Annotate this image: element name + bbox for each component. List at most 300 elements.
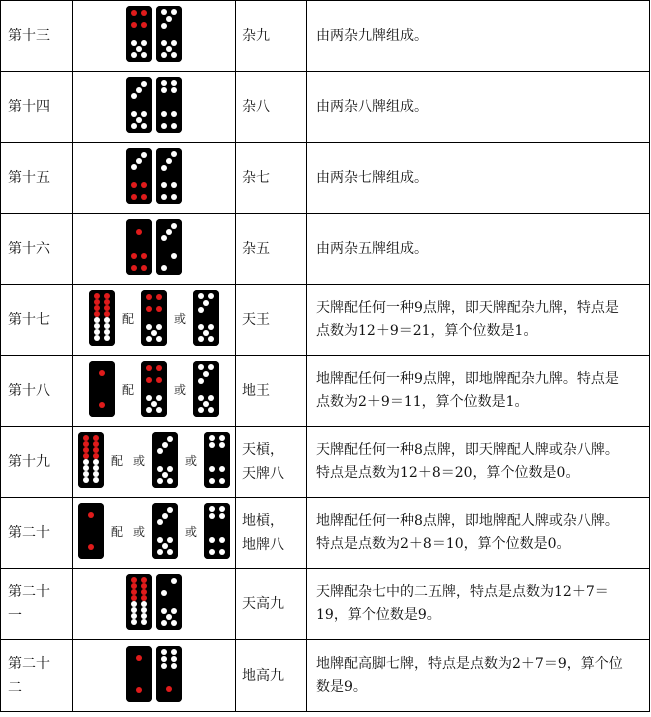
domino-tile-svg	[156, 77, 182, 133]
white-pip	[157, 537, 163, 543]
white-pip	[209, 478, 215, 484]
white-pip	[94, 335, 100, 341]
white-pip	[161, 649, 167, 655]
table-row	[1, 569, 650, 640]
pairing-label: 或	[185, 453, 198, 468]
white-pip	[131, 111, 137, 117]
description-cell-line: 特点是点数为12＋8＝20，算个位数是0。	[316, 465, 580, 481]
white-pip	[136, 46, 142, 52]
rank-cell-line: 第十六	[8, 241, 50, 257]
domino-tile	[156, 77, 182, 133]
white-pip	[161, 182, 167, 188]
description-cell	[307, 143, 650, 214]
domino-tile-svg	[126, 77, 152, 133]
white-pip	[161, 111, 167, 117]
white-pip	[171, 194, 177, 200]
description-cell	[307, 427, 650, 498]
table-row	[1, 640, 650, 712]
tile-face	[126, 148, 152, 204]
tile-group	[126, 6, 182, 62]
rank-cell	[1, 640, 73, 712]
white-pip	[171, 649, 177, 655]
red-pip	[136, 687, 142, 693]
tiles-cell	[73, 143, 236, 214]
rank-cell-line: 第十五	[8, 170, 50, 186]
domino-tile-svg	[193, 290, 219, 346]
white-pip	[161, 9, 167, 15]
domino-tile	[156, 148, 182, 204]
name-cell	[236, 72, 307, 143]
description-cell-line: 地牌配高脚七牌，特点是点数为2＋7＝9，算个位	[316, 655, 623, 672]
white-pip	[146, 395, 152, 401]
white-pip	[219, 466, 225, 472]
table-row	[1, 498, 650, 569]
tiles-cell	[73, 1, 236, 72]
white-pip	[83, 459, 89, 465]
white-pip	[136, 117, 142, 123]
white-pip	[203, 371, 209, 377]
name-cell-line: 天槓，	[242, 442, 284, 458]
tile-group	[126, 574, 182, 630]
white-pip	[171, 40, 177, 46]
white-pip	[219, 513, 225, 519]
rank-cell	[1, 143, 73, 214]
red-pip	[156, 377, 162, 383]
domino-tile	[152, 432, 178, 488]
white-pip	[208, 395, 214, 401]
rank-cell-line: 第二十	[8, 584, 50, 600]
red-pip	[146, 306, 152, 312]
name-cell-line: 天王	[242, 312, 270, 328]
rank-cell-line: 第十九	[8, 454, 50, 470]
description-cell	[307, 214, 650, 285]
white-pip	[198, 324, 204, 330]
domino-tile	[78, 503, 104, 559]
white-pip	[161, 663, 167, 669]
white-pip	[141, 52, 147, 58]
pairing-label: 或	[132, 524, 145, 539]
description-cell-line: 地牌配任何一种9点牌，即地牌配杂九牌。特点是	[316, 371, 619, 387]
domino-tile-svg	[141, 361, 167, 417]
white-pip	[198, 293, 204, 299]
red-pip	[141, 10, 147, 16]
red-pip	[88, 544, 94, 550]
rank-cell-line: 一	[8, 608, 22, 624]
name-cell-line: 天牌八	[242, 466, 284, 482]
domino-tile-svg	[126, 148, 152, 204]
domino-tile-svg	[78, 503, 104, 559]
white-pip	[171, 111, 177, 117]
white-pip	[161, 123, 167, 129]
tile-group	[126, 77, 182, 133]
description-cell-line: 点数为2＋9＝11，算个位数是1。	[316, 394, 529, 410]
red-pip	[141, 194, 147, 200]
description-cell-line: 由两杂八牌组成。	[316, 98, 428, 115]
white-pip	[157, 478, 163, 484]
red-pip	[141, 265, 147, 271]
white-pip	[83, 471, 89, 477]
white-pip	[161, 80, 167, 86]
table-row	[1, 143, 650, 214]
domino-tile-svg	[156, 148, 182, 204]
white-pip	[104, 323, 110, 329]
white-pip	[136, 87, 142, 93]
name-cell	[236, 285, 307, 356]
name-cell-line: 地牌八	[242, 537, 284, 553]
table-row	[1, 285, 650, 356]
name-cell	[236, 569, 307, 640]
white-pip	[94, 317, 100, 323]
white-pip	[171, 253, 177, 259]
domino-tile	[89, 361, 115, 417]
domino-tile	[141, 290, 167, 346]
description-cell	[307, 72, 650, 143]
white-pip	[161, 40, 167, 46]
red-pip	[141, 253, 147, 259]
red-pip	[156, 306, 162, 312]
white-pip	[161, 235, 167, 241]
white-pip	[161, 87, 167, 93]
red-pip	[131, 265, 137, 271]
red-pip	[104, 305, 110, 311]
domino-tile	[156, 646, 182, 702]
white-pip	[166, 614, 172, 620]
domino-tile-svg	[156, 6, 182, 62]
white-pip	[167, 478, 173, 484]
tiles-cell	[73, 214, 236, 285]
tile-face	[126, 6, 152, 62]
red-pip	[93, 447, 99, 453]
white-pip	[156, 395, 162, 401]
red-pip	[93, 435, 99, 441]
domino-tile	[126, 574, 152, 630]
red-pip	[94, 299, 100, 305]
white-pip	[171, 656, 177, 662]
domino-tile-svg	[126, 646, 152, 702]
white-pip	[151, 330, 157, 336]
tile-face	[156, 219, 182, 275]
red-pip	[141, 22, 147, 28]
rank-cell	[1, 1, 73, 72]
table-row	[1, 72, 650, 143]
red-pip	[99, 402, 105, 408]
tile-group	[126, 646, 182, 702]
white-pip	[104, 329, 110, 335]
table-row	[1, 1, 650, 72]
white-pip	[131, 52, 137, 58]
domino-tile	[126, 6, 152, 62]
domino-tile	[78, 432, 104, 488]
white-pip	[156, 336, 162, 342]
rank-cell-line: 第十八	[8, 383, 50, 399]
tile-face	[193, 361, 219, 417]
description-cell	[307, 356, 650, 427]
white-pip	[141, 152, 147, 158]
tile-group	[89, 290, 219, 346]
white-pip	[209, 506, 215, 512]
white-pip	[171, 608, 177, 614]
white-pip	[161, 165, 167, 171]
red-pip	[104, 293, 110, 299]
name-cell-line: 杂九	[242, 28, 270, 44]
domino-tile	[156, 219, 182, 275]
white-pip	[141, 111, 147, 117]
domino-tile	[193, 290, 219, 346]
description-cell-line: 特点是点数为2＋8＝10，算个位数是0。	[316, 536, 571, 552]
white-pip	[208, 364, 214, 370]
red-pip	[83, 441, 89, 447]
white-pip	[166, 46, 172, 52]
white-pip	[146, 407, 152, 413]
white-pip	[104, 335, 110, 341]
description-cell	[307, 1, 650, 72]
pairing-label: 配	[121, 311, 134, 326]
tile-group	[78, 503, 230, 559]
name-cell	[236, 143, 307, 214]
domino-tile	[193, 361, 219, 417]
tile-face	[156, 6, 182, 62]
domino-tile-svg	[204, 503, 230, 559]
white-pip	[208, 336, 214, 342]
domino-tile-svg	[126, 6, 152, 62]
white-pip	[219, 537, 225, 543]
white-pip	[167, 466, 173, 472]
white-pip	[208, 324, 214, 330]
name-cell-line: 杂八	[242, 99, 270, 115]
white-pip	[162, 472, 168, 478]
tile-group	[78, 432, 230, 488]
white-pip	[131, 93, 137, 99]
tile-face	[152, 432, 178, 488]
white-pip	[167, 537, 173, 543]
white-pip	[161, 656, 167, 662]
name-cell-line: 天高九	[242, 596, 284, 612]
tile-face	[89, 361, 115, 417]
red-pip	[131, 194, 137, 200]
white-pip	[151, 401, 157, 407]
domino-tile	[156, 574, 182, 630]
description-cell	[307, 498, 650, 569]
rank-cell-line: 二	[8, 679, 22, 696]
white-pip	[161, 608, 167, 614]
white-pip	[161, 194, 167, 200]
description-cell-line: 由两杂五牌组成。	[316, 240, 428, 257]
name-cell	[236, 427, 307, 498]
description-cell-line: 由两杂九牌组成。	[316, 27, 428, 44]
red-pip	[83, 447, 89, 453]
white-pip	[131, 40, 137, 46]
description-cell-line: 点数为12＋9＝21，算个位数是1。	[316, 323, 538, 339]
white-pip	[162, 513, 168, 519]
white-pip	[219, 478, 225, 484]
rank-cell-line: 第十三	[8, 28, 50, 44]
red-pip	[83, 435, 89, 441]
white-pip	[93, 465, 99, 471]
tiles-cell	[73, 356, 236, 427]
white-pip	[93, 471, 99, 477]
rank-cell	[1, 72, 73, 143]
white-pip	[171, 80, 177, 86]
white-pip	[198, 307, 204, 313]
red-pip	[94, 311, 100, 317]
tiles-cell	[73, 498, 236, 569]
tile-face	[204, 503, 230, 559]
red-pip	[146, 294, 152, 300]
domino-tile	[141, 361, 167, 417]
domino-tile-svg	[126, 574, 152, 630]
white-pip	[93, 477, 99, 483]
white-pip	[219, 435, 225, 441]
tiles-cell	[73, 569, 236, 640]
description-cell-line: 天牌配杂七中的二五牌，特点是点数为12＋7＝	[316, 584, 609, 600]
table-row	[1, 356, 650, 427]
domino-tile-svg	[156, 574, 182, 630]
domino-tile-svg	[89, 361, 115, 417]
red-pip	[136, 229, 142, 235]
white-pip	[209, 549, 215, 555]
white-pip	[203, 330, 209, 336]
tile-face	[152, 503, 178, 559]
domino-tile	[204, 503, 230, 559]
domino-tile	[126, 148, 152, 204]
red-pip	[83, 453, 89, 459]
white-pip	[156, 324, 162, 330]
tile-face	[126, 646, 152, 702]
white-pip	[161, 52, 167, 58]
white-pip	[161, 620, 167, 626]
red-pip	[141, 583, 147, 589]
description-cell	[307, 569, 650, 640]
red-pip	[88, 512, 94, 518]
red-pip	[146, 365, 152, 371]
tile-face	[126, 77, 152, 133]
tile-face	[78, 503, 104, 559]
red-pip	[94, 305, 100, 311]
red-pip	[131, 589, 137, 595]
white-pip	[83, 465, 89, 471]
description-cell-line: 由两杂七牌组成。	[316, 169, 428, 186]
description-cell-line: 地牌配任何一种8点牌，即地牌配人牌或杂八牌。	[316, 513, 619, 529]
white-pip	[93, 459, 99, 465]
domino-tile-svg	[89, 290, 115, 346]
white-pip	[141, 607, 147, 613]
red-pip	[141, 182, 147, 188]
white-pip	[171, 9, 177, 15]
tiles-cell	[73, 640, 236, 712]
rank-cell	[1, 285, 73, 356]
red-pip	[93, 453, 99, 459]
white-pip	[167, 507, 173, 513]
domino-tile	[89, 290, 115, 346]
domino-tile-svg	[126, 219, 152, 275]
name-cell	[236, 356, 307, 427]
white-pip	[209, 435, 215, 441]
white-pip	[171, 223, 177, 229]
rank-cell-line: 第十四	[8, 99, 50, 115]
description-cell	[307, 285, 650, 356]
description-cell-line: 天牌配任何一种9点牌，即天牌配杂九牌，特点是	[316, 300, 619, 316]
white-pip	[219, 506, 225, 512]
white-pip	[94, 329, 100, 335]
pairing-label: 配	[110, 453, 123, 468]
tile-face	[126, 219, 152, 275]
white-pip	[171, 123, 177, 129]
white-pip	[141, 81, 147, 87]
white-pip	[198, 378, 204, 384]
white-pip	[198, 395, 204, 401]
domino-tile-svg	[152, 503, 178, 559]
white-pip	[131, 619, 137, 625]
white-pip	[162, 543, 168, 549]
table-row	[1, 214, 650, 285]
pairing-label: 或	[132, 453, 145, 468]
name-cell	[236, 214, 307, 285]
domino-tile-svg	[156, 219, 182, 275]
white-pip	[171, 663, 177, 669]
white-pip	[167, 549, 173, 555]
white-pip	[141, 613, 147, 619]
white-pip	[146, 324, 152, 330]
tiles-cell	[73, 72, 236, 143]
tile-face	[193, 290, 219, 346]
domino-tile-svg	[152, 432, 178, 488]
domino-tile	[126, 77, 152, 133]
white-pip	[209, 513, 215, 519]
white-pip	[157, 519, 163, 525]
white-pip	[157, 466, 163, 472]
white-pip	[203, 401, 209, 407]
white-pip	[161, 265, 167, 271]
white-pip	[141, 40, 147, 46]
description-cell-line: 19，算个位数是9。	[316, 607, 441, 623]
white-pip	[209, 442, 215, 448]
white-pip	[141, 619, 147, 625]
tile-face	[126, 574, 152, 630]
pairing-label: 或	[185, 524, 198, 539]
description-cell-line: 数是9。	[316, 678, 367, 695]
red-pip	[146, 377, 152, 383]
tile-face	[78, 432, 104, 488]
white-pip	[157, 549, 163, 555]
name-cell-line: 地高九	[242, 667, 284, 684]
white-pip	[171, 87, 177, 93]
domino-tile	[156, 6, 182, 62]
domino-tile-svg	[204, 432, 230, 488]
white-pip	[203, 300, 209, 306]
white-pip	[198, 336, 204, 342]
white-pip	[146, 336, 152, 342]
name-cell	[236, 1, 307, 72]
white-pip	[156, 407, 162, 413]
domino-tile	[152, 503, 178, 559]
red-pip	[156, 365, 162, 371]
white-pip	[131, 613, 137, 619]
tile-face	[141, 290, 167, 346]
pairing-label: 或	[174, 311, 187, 326]
domino-tile-svg	[78, 432, 104, 488]
white-pip	[104, 317, 110, 323]
white-pip	[171, 578, 177, 584]
white-pip	[136, 158, 142, 164]
white-pip	[162, 442, 168, 448]
red-pip	[131, 595, 137, 601]
pairing-label: 或	[174, 382, 187, 397]
name-cell	[236, 640, 307, 712]
white-pip	[157, 448, 163, 454]
white-pip	[171, 151, 177, 157]
domino-tile	[204, 432, 230, 488]
tiles-cell	[73, 427, 236, 498]
